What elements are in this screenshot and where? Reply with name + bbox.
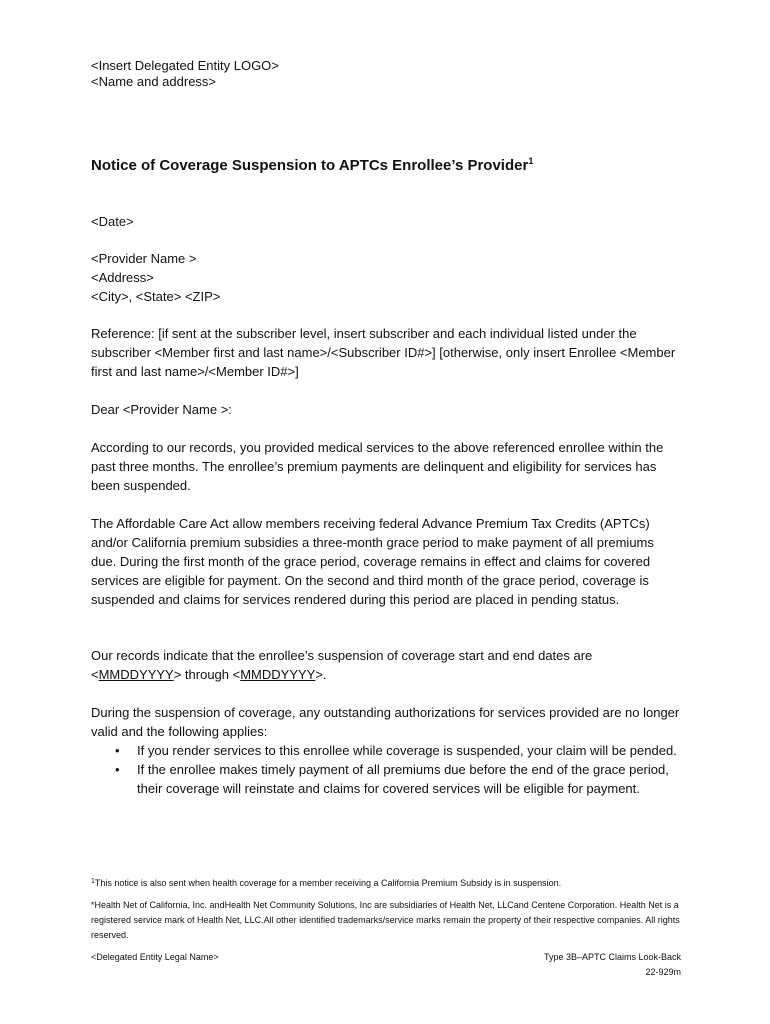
suspension-dates-text: [91, 646, 681, 684]
through-text: > through <: [173, 667, 241, 682]
footer-form-type: Type 3B–APTC Claims Look-Back: [543, 952, 681, 962]
paragraph-records-text: According to our records, you provided medical services to the above referenced enrollee within the past three months. The enrollee’s premium payments are delinquent and eligibility for services has been suspended.: [91, 440, 664, 493]
provider-address-block: [91, 249, 681, 306]
footnote-mark: 1: [91, 878, 95, 885]
footnote-1-text: This notice is also sent when health coverage for a member receiving a California Premium Subsidy is in suspension.: [94, 878, 562, 888]
footer-form-id: [544, 950, 681, 980]
provider-city-state-zip: <City>, <State> <ZIP>: [91, 289, 221, 304]
list-item-text: If the enrollee makes timely payment of all premiums due before the end of the grace period, their coverage will reinstate and claims for covered services will be eligible for payment.: [137, 762, 669, 796]
authorizations-text: During the suspension of coverage, any outstanding authorizations for services provided are no longer valid and the following applies:: [91, 705, 680, 739]
footnote-2-text: *Health Net of California, Inc. andHealth Net Community Solutions, Inc are subsidiaries of Health Net, LLCand Centene Corporation. Health Net is a registered service mark of Health Net, LLC.All other identified trademarks/service marks remain the property of their respective companies. All rights reserved.: [91, 900, 680, 940]
paragraph-authorizations: [91, 703, 681, 798]
bullet-icon: •: [115, 762, 120, 777]
logo-placeholder: <Insert Delegated Entity LOGO>: [91, 58, 279, 73]
suspension-intro: Our records indicate that the enrollee’s suspension of coverage start and end dates are: [91, 648, 593, 663]
provider-address: <Address>: [91, 270, 154, 285]
title-footnote-mark: 1: [528, 156, 534, 166]
footer-form-number: 22-929m: [645, 967, 681, 977]
end-punct: >.: [315, 667, 327, 682]
title-text: Notice of Coverage Suspension to APTCs Enrollee’s Provider: [91, 157, 529, 174]
bullet-icon: •: [115, 743, 120, 758]
date-placeholder: <Date>: [91, 214, 134, 229]
footer-entity-name: [91, 950, 219, 965]
list-item-text: If you render services to this enrollee while coverage is suspended, your claim will be pended.: [137, 743, 677, 758]
footnote-2: [91, 898, 681, 943]
paragraph-aca: [91, 514, 681, 609]
document-title: [91, 156, 691, 176]
list-item: [91, 741, 681, 760]
footnote-1: [91, 876, 681, 891]
paragraph-aca-text: The Affordable Care Act allow members receiving federal Advance Premium Tax Credits (APTCs) and/or California premium subsidies a three-month grace period to make payment of all premiums due. During the first month of the grace period, coverage remains in effect and claims for covered services are eligible for payment. On the second and third month of the grace period, coverage is suspended and claims for services rendered during this period are placed in pending status.: [91, 516, 654, 607]
reference-text: Reference: [if sent at the subscriber level, insert subscriber and each individual listed under the subscriber <Member first and last name>/<Subscriber ID#>] [otherwise, only insert Enrollee <Member first and last name>/<Member ID#>]: [91, 326, 676, 379]
name-address-placeholder: <Name and address>: [91, 74, 217, 89]
paragraph-records: [91, 438, 681, 495]
conditions-list: [91, 741, 681, 798]
list-item: [91, 760, 681, 798]
start-date-placeholder: MMDDYYYY: [98, 667, 174, 682]
date-line: [91, 212, 681, 231]
salutation: [91, 400, 681, 419]
end-date-placeholder: MMDDYYYY: [240, 667, 316, 682]
letterhead: [91, 58, 691, 90]
footer-entity-name-text: <Delegated Entity Legal Name>: [91, 952, 219, 962]
reference-paragraph: [91, 324, 681, 381]
salutation-text: Dear <Provider Name >:: [91, 402, 232, 417]
provider-name: <Provider Name >: [91, 251, 197, 266]
lt-sign: <: [91, 667, 99, 682]
paragraph-suspension-dates: [91, 646, 681, 684]
